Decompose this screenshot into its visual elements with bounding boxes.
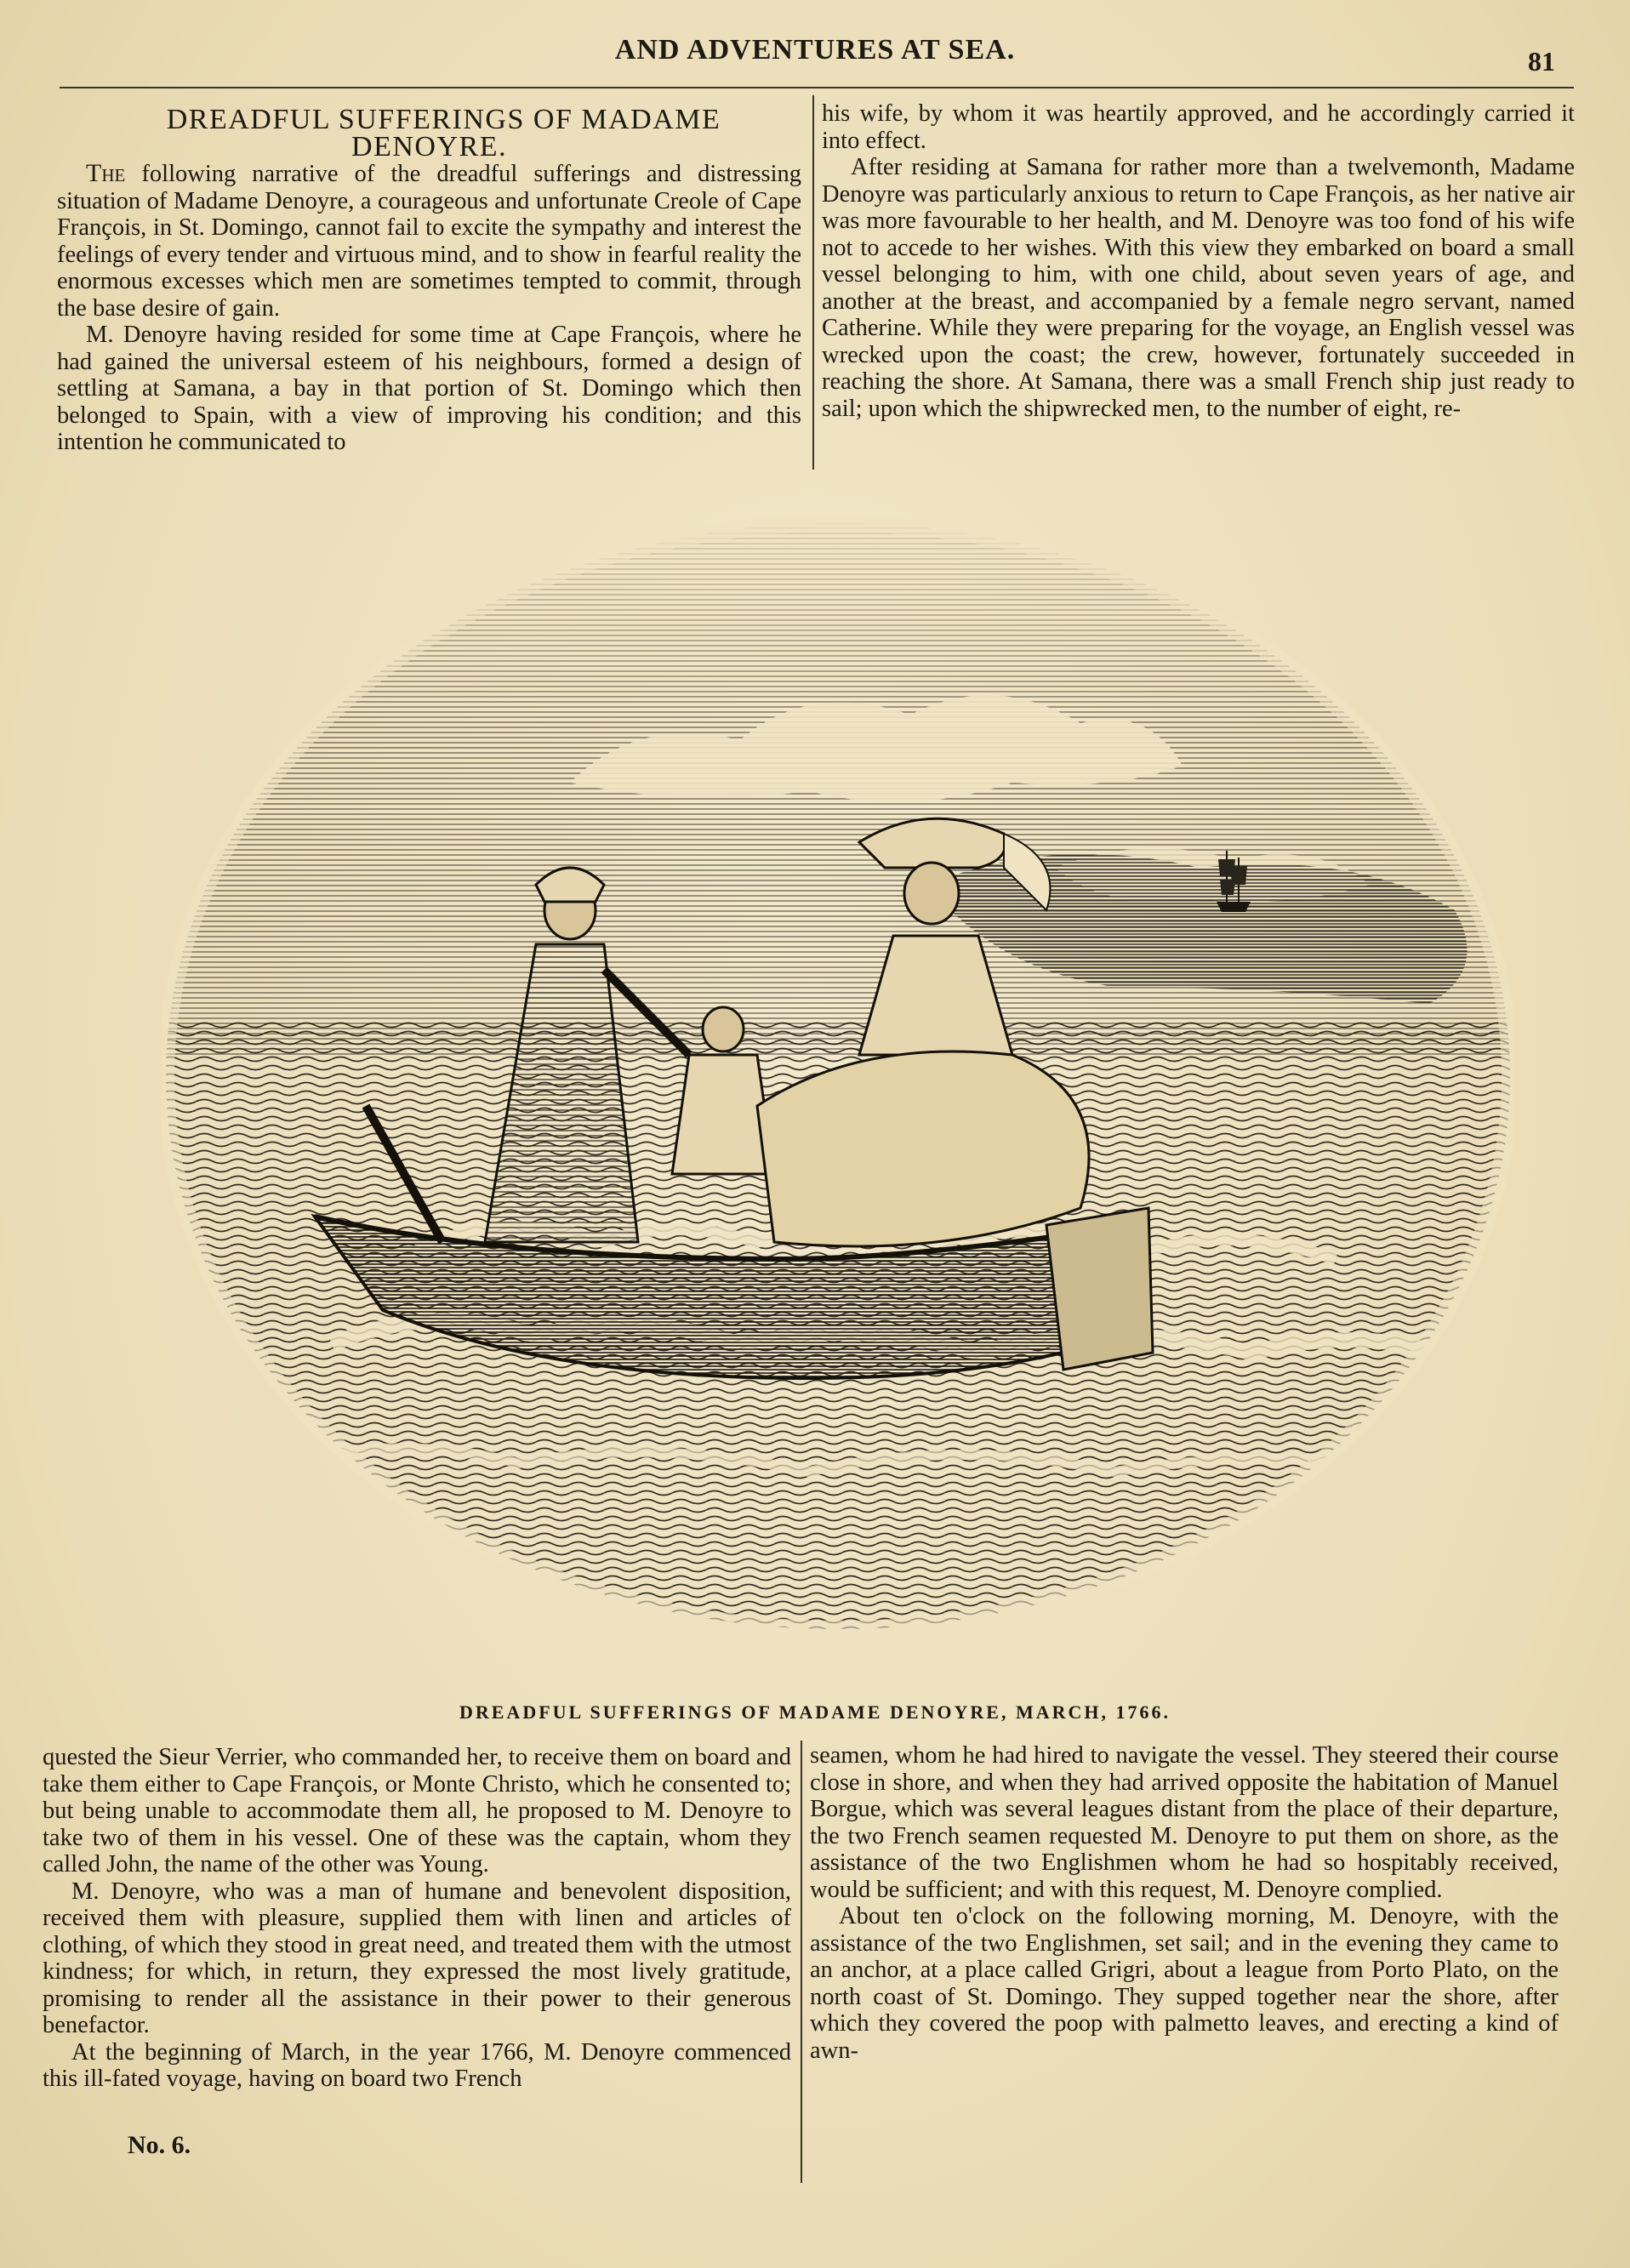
- illustration-caption: DREADFUL SUFFERINGS OF MADAME DENOYRE, MARCH, 1766.: [459, 1701, 1171, 1723]
- column-bottom-right: [810, 1742, 1559, 2064]
- paragraph: quested the Sieur Verrier, who commanded her, to receive them on board and take them either to Cape François, or Monte Christo, which he consented to; but being unable to accommodate them all, he proposed to M. Denoyre to take two of them in his vessel. One of these was the captain, whom they called John, the name of the other was Young.: [43, 1744, 791, 1878]
- paragraph: After residing at Samana for rather more than a twelvemonth, Madame Denoyre was particularly anxious to return to Cape François, as her native air was more favourable to her health, and M. Denoyre was too fond of his wife not to accede to her wishes. With this view they embarked on board a small vessel belonging to him, with one child, about seven years of age, and another at the breast, and accompanied by a female negro servant, named Catherine. While they were preparing for the voyage, an English vessel was wrecked upon the coast; the crew, however, fortunately succeeded in reaching the shore. At Samana, there was a small French ship just ready to sail; upon which the shipwrecked men, to the number of eight, re-: [822, 154, 1575, 422]
- column-divider: [801, 1741, 802, 2183]
- drop-word: The: [86, 159, 126, 187]
- page-number: 81: [1528, 46, 1555, 77]
- boat-engraving-illustration: [162, 510, 1514, 1642]
- running-title: AND ADVENTURES AT SEA.: [614, 34, 1016, 66]
- paragraph: M. Denoyre having resided for some time at Cape François, where he had gained the universal esteem of his neighbours, formed a design of settling at Samana, a bay in that portion of St. Domingo which then belonged to Spain, with a view of improving his condition; and this intention he communicated to: [57, 322, 801, 455]
- column-top-left: [57, 106, 801, 456]
- column-divider: [812, 95, 814, 470]
- paragraph: [57, 160, 801, 322]
- paragraph-text: following narrative of the dreadful sufferings and distressing situation of Madame Denoyre, a courageous and unfortunate Creole of Cape François, in St. Domingo, cannot fail to excite the sympathy and interest the feelings of every tender and virtuous mind, and to show in fearful reality the enormous excesses which men are sometimes tempted to commit, through the base desire of gain.: [57, 161, 801, 322]
- column-bottom-left: [43, 1744, 791, 2093]
- paragraph: M. Denoyre, who was a man of humane and benevolent disposition, received them with pleasure, supplied them with linen and articles of clothing, of which they stood in great need, and treated them with the utmost kindness; for which, in return, they expressed the most lively gratitude, promising to render all the assistance in their power to their generous benefactor.: [43, 1878, 791, 2038]
- paragraph: his wife, by whom it was heartily approved, and he accordingly carried it into effect.: [822, 100, 1575, 154]
- header-rule: [60, 87, 1574, 88]
- column-top-right: [822, 100, 1575, 422]
- paragraph: About ten o'clock on the following morning, M. Denoyre, with the assistance of the two Englishmen, set sail; and in the evening they came to an anchor, at a place called Grigri, about a league from Porto Plato, on the north coast of St. Domingo. They supped together near the shore, after which they covered the poop with palmetto leaves, and erecting a kind of awn-: [810, 1903, 1559, 2064]
- article-title: DREADFUL SUFFERINGS OF MADAME DENOYRE.: [166, 104, 721, 162]
- paragraph: At the beginning of March, in the year 1766, M. Denoyre commenced this ill-fated voyage, having on board two French: [43, 2038, 791, 2092]
- paragraph: seamen, whom he had hired to navigate the vessel. They steered their course close in shore, and when they had arrived opposite the habitation of Manuel Borgue, which was several leagues distant from the place of their departure, the two French seamen requested M. Denoyre to put them on shore, as the assistance of the two Englishmen whom he had so hospitably received, would be sufficient; and with this request, M. Denoyre complied.: [810, 1742, 1559, 1903]
- issue-number: No. 6.: [128, 2131, 191, 2159]
